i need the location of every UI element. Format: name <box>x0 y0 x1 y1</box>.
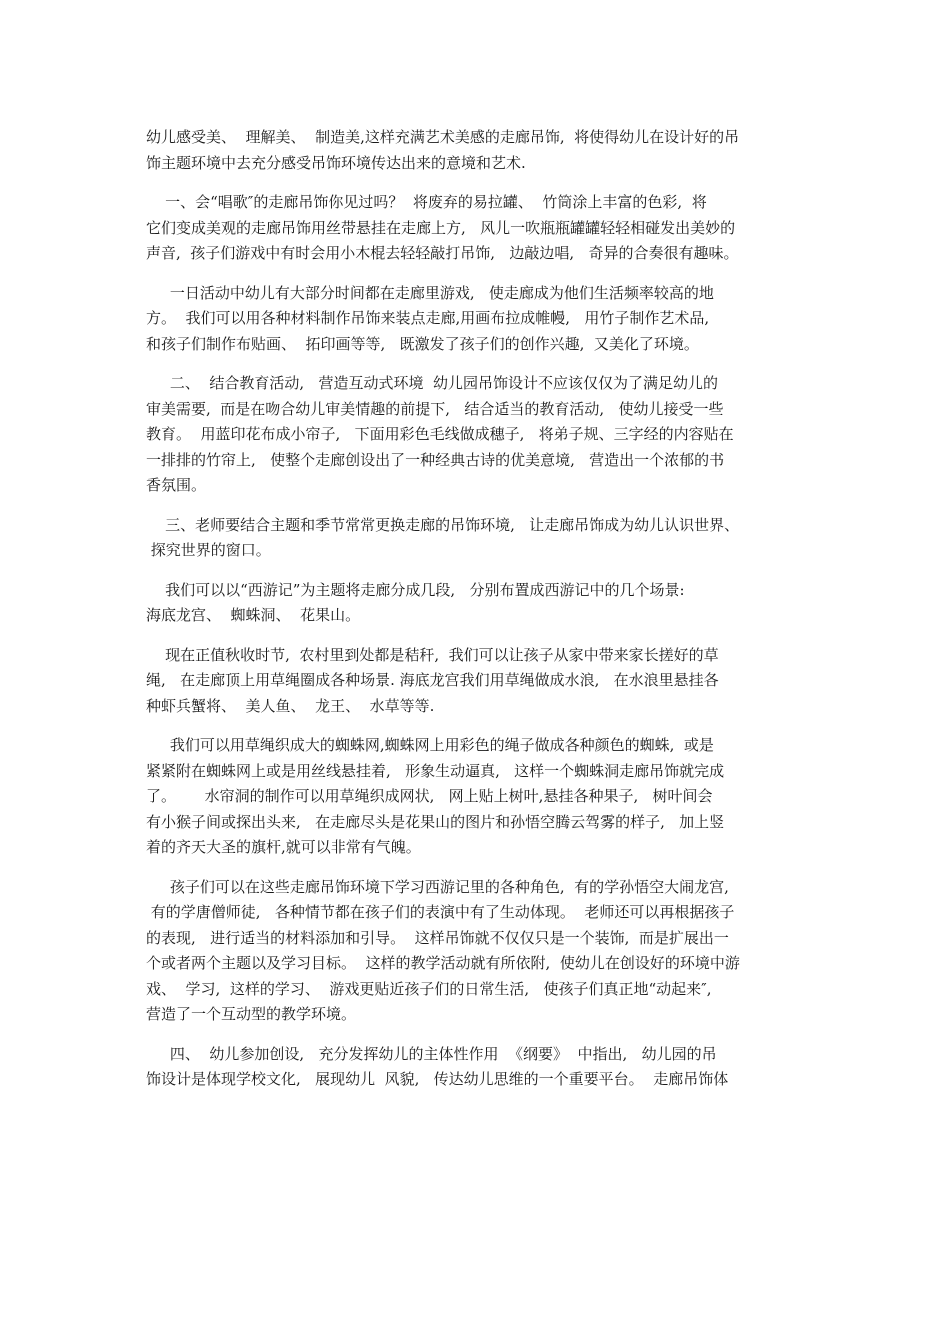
text-line: 审美需要, 而是在吻合幼儿审美情趣的前提下, 结合适当的教育活动, 使幼儿接受一些 <box>146 399 724 418</box>
text-line: 有小猴子间或探出头来, 在走廊尽头是花果山的图片和孙悟空腾云驾雾的样子, 加上竖 <box>146 812 725 831</box>
paragraph <box>146 875 826 1028</box>
paragraph <box>146 513 826 564</box>
text-line: 探究世界的窗口。 <box>146 541 271 559</box>
text-line: 种虾兵蟹将、 美人鱼、 龙王、 水草等等. <box>146 696 435 715</box>
paragraph <box>146 733 826 861</box>
text-line: 我们可以以“西游记”为主题将走廊分成几段, 分别布置成西游记中的几个场景: <box>146 580 685 599</box>
text-line: 饰主题环境中去充分感受吊饰环境传达出来的意境和艺术. <box>146 153 526 172</box>
text-line: 它们变成美观的走廊吊饰用丝带悬挂在走廊上方, 风儿一吹瓶瓶罐罐轻轻相碰发出美妙的 <box>146 218 736 237</box>
paragraph <box>146 643 826 720</box>
paragraph <box>146 578 826 629</box>
text-line: 紧紧附在蜘蛛网上或是用丝线悬挂着, 形象生动逼真, 这样一个蜘蛛洞走廊吊饰就完成 <box>146 761 725 780</box>
paragraph <box>146 1042 826 1093</box>
text-line: 戏、 学习, 这样的学习、 游戏更贴近孩子们的日常生活, 使孩子们真正地“动起来″, <box>146 979 712 998</box>
text-line: 我们可以用草绳织成大的蜘蛛网,蜘蛛网上用彩色的绳子做成各种颜色的蜘蛛, 或是 <box>146 736 714 754</box>
text-line: 幼儿感受美、 理解美、 制造美,这样充满艺术美感的走廊吊饰, 将使得幼儿在设计好的吊 <box>146 128 740 146</box>
paragraph <box>146 125 826 176</box>
text-line: 孩子们可以在这些走廊吊饰环境下学习西游记里的各种角色, 有的学孙悟空大闹龙宫, <box>146 877 729 896</box>
text-line: 现在正值秋收时节, 农村里到处都是秸秆, 我们可以让孩子从家中带来家长搓好的草 <box>146 645 719 664</box>
text-line: 一日活动中幼儿有大部分时间都在走廊里游戏, 使走廊成为他们生活频率较高的地 <box>146 283 714 302</box>
text-line: 个或者两个主题以及学习目标。 这样的教学活动就有所依附, 使幼儿在创设好的环境中游 <box>146 954 740 972</box>
text-line: 三、老师要结合主题和季节常常更换走廊的吊饰环境, 让走廊吊饰成为幼儿认识世界、 <box>146 515 740 534</box>
document-body <box>146 125 826 1107</box>
text-line: 海底龙宫、 蜘蛛洞、 花果山。 <box>146 606 361 624</box>
text-line: 声音, 孩子们游戏中有时会用小木棍去轻轻敲打吊饰, 边敲边唱, 奇异的合奏很有趣味。 <box>146 244 739 262</box>
text-line: 香氛围。 <box>146 476 207 494</box>
text-line: 营造了一个互动型的教学环境。 <box>146 1005 357 1023</box>
text-line: 了。 水帘洞的制作可以用草绳织成网状, 网上贴上树叶,悬挂各种果子, 树叶间会 <box>146 787 713 805</box>
text-line: 的表现, 进行适当的材料添加和引导。 这样吊饰就不仅仅只是一个装饰, 而是扩展出一 <box>146 928 729 947</box>
paragraph <box>146 281 826 358</box>
text-line: 四、 幼儿参加创设, 充分发挥幼儿的主体性作用 《纲要》 中指出, 幼儿园的吊 <box>146 1044 717 1063</box>
text-line: 绳, 在走廊顶上用草绳圈成各种场景. 海底龙宫我们用草绳做成水浪, 在水浪里悬挂各 <box>146 671 719 689</box>
text-line: 有的学唐僧师徒, 各种情节都在孩子们的表演中有了生动体现。 老师还可以再根据孩子 <box>146 903 735 921</box>
text-line: 方。 我们可以用各种材料制作吊饰来装点走廊,用画布拉成帷幔, 用竹子制作艺术品, <box>146 309 710 327</box>
paragraph <box>146 190 826 267</box>
text-line: 一、会“唱歌″的走廊吊饰你见过吗？ 将废弃的易拉罐、 竹筒涂上丰富的色彩, 将 <box>146 193 707 211</box>
text-line: 和孩子们制作布贴画、 拓印画等等, 既激发了孩子们的创作兴趣, 又美化了环境。 <box>146 334 699 353</box>
text-line: 饰设计是体现学校文化, 展现幼儿 风貌, 传达幼儿思维的一个重要平台。 走廊吊饰体 <box>146 1070 729 1088</box>
text-line: 教育。 用蓝印花布成小帘子, 下面用彩色毛线做成穗子, 将弟子规、三字经的内容贴在 <box>146 425 734 443</box>
text-line: 一排排的竹帘上, 使整个走廊创设出了一种经典古诗的优美意境, 营造出一个浓郁的书 <box>146 450 725 469</box>
text-line: 着的齐天大圣的旗杆,就可以非常有气魄。 <box>146 838 421 856</box>
text-line: 二、 结合教育活动, 营造互动式环境 幼儿园吊饰设计不应该仅仅为了满足幼儿的 <box>146 374 718 392</box>
paragraph <box>146 371 826 499</box>
